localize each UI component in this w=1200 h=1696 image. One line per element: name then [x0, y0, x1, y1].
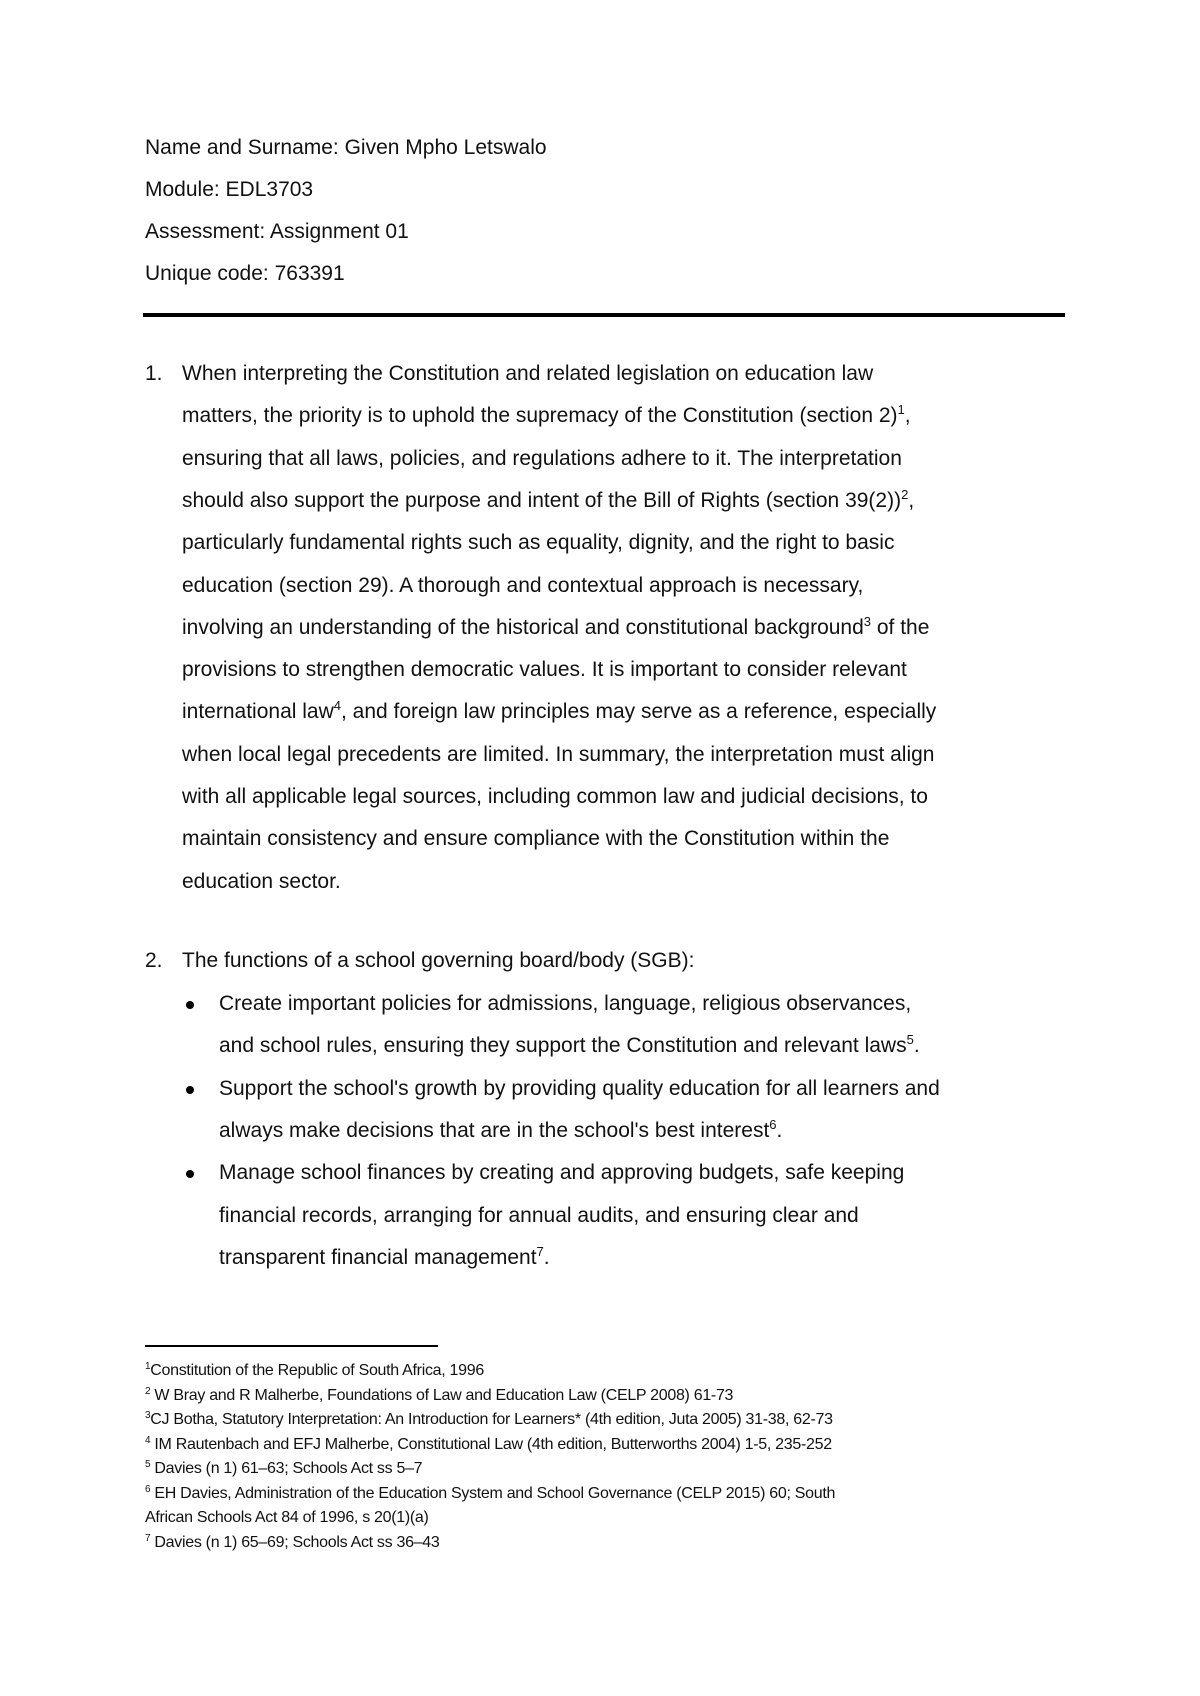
- text: .: [913, 1034, 920, 1058]
- text: particularly fundamental rights such as equality, dignity, and the right to basic: [182, 531, 895, 555]
- bullet-icon: [186, 1086, 194, 1094]
- footnote-reference[interactable]: 6: [145, 1483, 151, 1495]
- footnote-reference[interactable]: 3: [145, 1410, 151, 1421]
- text: IM Rautenbach and EFJ Malherbe, Constitutional Law (4th edition, Butterworths 2004) 1-5, 235-252: [150, 1435, 832, 1453]
- text: ensuring that all laws, policies, and regulations adhere to it. The interpretation: [182, 446, 902, 470]
- bullet-line: [219, 992, 911, 1016]
- module: Module: EDL3703: [145, 178, 314, 201]
- question-1-number: 1.: [145, 362, 163, 385]
- footnote-reference[interactable]: 7: [536, 1243, 544, 1259]
- bullet-line: [219, 1161, 904, 1185]
- footnote: [145, 1460, 422, 1478]
- bullet-icon: [186, 1170, 194, 1178]
- text: matters, the priority is to uphold the supremacy of the Constitution (section 2): [182, 404, 898, 428]
- text: education sector.: [182, 869, 341, 893]
- paragraph-line: [182, 404, 911, 428]
- paragraph-line: [182, 827, 889, 851]
- text: EH Davies, Administration of the Education System and School Governance (CELP 2015) 60; South: [150, 1484, 836, 1502]
- text: CJ Botha, Statutory Interpretation: An Introduction for Learners* (4th edition, Juta 2005) 31-38, 62-73: [150, 1411, 833, 1428]
- paragraph-line: [182, 700, 936, 724]
- bullet-line: [219, 1077, 940, 1101]
- footnote: [145, 1485, 835, 1503]
- footnote-reference[interactable]: 1: [897, 402, 905, 418]
- bullet-line: [219, 1243, 550, 1270]
- footnote: [145, 1387, 733, 1405]
- footnote-divider: [145, 1345, 438, 1347]
- text: Create important policies for admissions, language, religious observances,: [219, 992, 912, 1015]
- text: maintain consistency and ensure compliance with the Constitution within the: [182, 827, 890, 851]
- text: Constitution of the Republic of South Africa, 1996: [150, 1362, 484, 1379]
- footnote-reference[interactable]: 2: [901, 486, 909, 502]
- footnote-reference[interactable]: 5: [145, 1459, 151, 1470]
- text: African Schools Act 84 of 1996, s 20(1)(a): [145, 1509, 429, 1526]
- footnote-reference[interactable]: 2: [145, 1385, 151, 1397]
- text: of the: [871, 615, 930, 639]
- text: Manage school finances by creating and approving budgets, safe keeping: [219, 1161, 905, 1185]
- footnote-reference[interactable]: 4: [145, 1434, 151, 1446]
- text: .: [543, 1245, 550, 1269]
- paragraph-line: [182, 486, 915, 513]
- text: Support the school's growth by providing quality education for all learners and: [219, 1076, 940, 1100]
- footnote: [145, 1509, 429, 1527]
- text: transparent financial management: [219, 1245, 537, 1269]
- name-and-surname: Name and Surname: Given Mpho Letswalo: [145, 136, 547, 159]
- text: international law: [182, 700, 334, 724]
- assessment: Assessment: Assignment 01: [145, 220, 409, 243]
- footnote-reference[interactable]: 7: [145, 1532, 151, 1544]
- text: W Bray and R Malherbe, Foundations of Law and Education Law (CELP 2008) 61-73: [150, 1386, 734, 1404]
- text: with all applicable legal sources, including common law and judicial decisions, to: [182, 785, 928, 808]
- paragraph-line: [182, 743, 934, 767]
- text: provisions to strengthen democratic values. It is important to consider relevant: [182, 658, 907, 682]
- bullet-line: [219, 1116, 783, 1143]
- text: Davies (n 1) 65–69; Schools Act ss 36–43: [150, 1533, 440, 1551]
- text: education (section 29). A thorough and contextual approach is necessary,: [182, 573, 864, 597]
- footnote-reference[interactable]: 6: [769, 1116, 777, 1132]
- text: When interpreting the Constitution and related legislation on education law: [182, 362, 874, 385]
- text: always make decisions that are in the school's best interest: [219, 1118, 770, 1142]
- text: , and foreign law principles may serve as a reference, especially: [341, 700, 937, 724]
- text: involving an understanding of the historical and constitutional background: [182, 615, 864, 639]
- footnote: [145, 1436, 832, 1454]
- bullet-icon: [186, 1001, 194, 1009]
- paragraph-line: [182, 362, 873, 386]
- paragraph-line: [182, 447, 902, 471]
- paragraph-line: [182, 531, 894, 555]
- bullet-line: [219, 1204, 859, 1228]
- footnote: [145, 1411, 833, 1429]
- bullet-line: [219, 1034, 920, 1058]
- text: when local legal precedents are limited. In summary, the interpretation must align: [182, 742, 935, 766]
- footnote-reference[interactable]: 3: [863, 613, 872, 629]
- paragraph-line: [182, 574, 863, 598]
- text: and school rules, ensuring they support the Constitution and relevant laws: [219, 1034, 907, 1058]
- paragraph-line: [182, 785, 928, 809]
- text: Davies (n 1) 61–63; Schools Act ss 5–7: [150, 1460, 423, 1477]
- text: ,: [904, 404, 911, 428]
- paragraph-line: [182, 870, 341, 894]
- paragraph-line: [182, 658, 907, 682]
- question-2-intro: The functions of a school governing board/body (SGB):: [182, 949, 695, 972]
- paragraph-line: [182, 613, 930, 640]
- unique-code: Unique code: 763391: [145, 262, 345, 285]
- text: financial records, arranging for annual audits, and ensuring clear and: [219, 1203, 859, 1227]
- footnote: [145, 1362, 484, 1380]
- footnote-reference[interactable]: 4: [333, 698, 341, 714]
- text: should also support the purpose and intent of the Bill of Rights (section 39(2)): [182, 488, 902, 512]
- footnote: [145, 1534, 439, 1552]
- question-2-number: 2.: [145, 949, 163, 972]
- text: ,: [908, 488, 915, 512]
- header-divider: [143, 313, 1065, 317]
- text: .: [776, 1118, 783, 1142]
- footnote-reference[interactable]: 1: [145, 1361, 151, 1372]
- footnote-reference[interactable]: 5: [906, 1032, 914, 1048]
